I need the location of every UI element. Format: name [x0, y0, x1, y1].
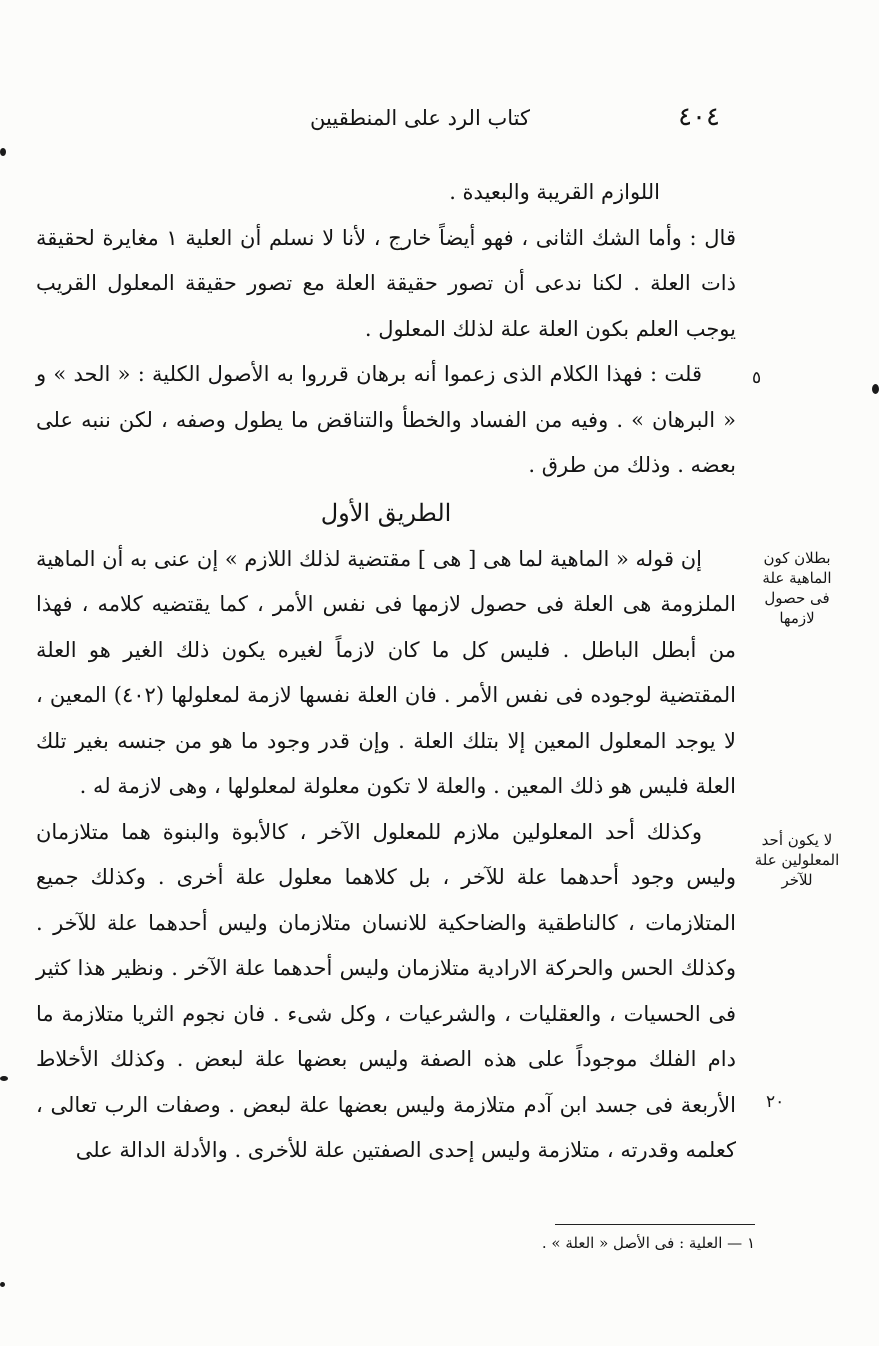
paragraph-2: قال : وأما الشك الثانى ، فهو أيضاً خارج ، لأنا لا نسلم أن العلية ١ مغايرة لحقيقة ذات العلة . لكنا ندعى أن تصور حقيقة العلة مع تصور حقيقة المعلول القريب يوجب العلم بكون العلة علة لذلك المعلول .	[36, 225, 736, 341]
section-heading: الطريق الأول	[320, 498, 452, 527]
margin-note-1: بطلان كون الماهية علة فى حصول لازمها	[762, 549, 832, 627]
running-title: كتاب الرد على المنطقيين	[310, 106, 530, 130]
scan-mark	[0, 1076, 8, 1081]
main-text	[36, 170, 736, 1174]
footnote: ١ — العلية : فى الأصل « العلة » .	[541, 1234, 755, 1252]
scan-mark	[0, 148, 6, 156]
paragraph-5: وكذلك أحد المعلولين ملازم للمعلول الآخر ، كالأبوة والبنوة هما متلازمان وليس وجود أحدهما علة للآخر ، بل كلاهما معلول علة أخرى . وكذلك جميع المتلازمات ، كالناطقية والضاحكية للانسان متلازمان وليس أحدهما علة للآخر . وكذلك الحس والحركة الارادية متلازمان وليس أحدهما علة الآخر . ونظير هذا كثير فى الحسيات ، والعقليات ، والشرعيات ، وكل شىء . فان نجوم الثريا متلازمة ما دام الفلك موجوداً على هذه الصفة وليس بعضها علة لبعض . وكذلك الأخلاط الأربعة فى جسد ابن آدم متلازمة وليس بعضها علة لبعض . وصفات الرب تعالى ، كعلمه وقدرته ، متلازمة وليس إحدى الصفتين علة للأخرى . والأدلة الدالة على	[36, 819, 736, 1162]
footnote-rule	[555, 1224, 755, 1225]
page-number: ٤٠٤	[678, 102, 720, 132]
scan-mark	[0, 1282, 5, 1287]
line-number-20: ٢٠	[766, 1092, 785, 1112]
paragraph-3: قلت : فهذا الكلام الذى زعموا أنه برهان قرروا به الأصول الكلية : « الحد » و « البرهان » . وفيه من الفساد والخطأ والتناقض ما يطول وصفه ، لكن ننبه على بعضه . وذلك من طرق .	[36, 362, 736, 477]
margin-note-2: لا يكون أحد المعلولين علة للآخر	[754, 831, 840, 889]
page-header	[40, 102, 760, 142]
paragraph-1: اللوازم القريبة والبعيدة .	[449, 180, 660, 204]
line-number-5: ٥	[752, 368, 762, 388]
scan-mark	[872, 384, 879, 394]
paragraph-4: إن قوله « الماهية لما هى [ هى ] مقتضية لذلك اللازم » إن عنى به أن الماهية الملزومة هى العلة فى حصول لازمها فى نفس الأمر ، كما يقتضيه كلامه ، فهذا من أبطل الباطل . فليس كل ما كان لازماً لغيره يكون ذلك الغير هو العلة المقتضية لوجوده فى نفس الأمر . فان العلة نفسها لازمة لمعلولها (٤٠٢) المعين ، لا يوجد المعلول المعين إلا بتلك العلة . وإن قدر وجود ما هو من جنسه بغير تلك العلة فليس هو ذلك المعين . والعلة لا تكون معلولة لمعلولها ، وهى لازمة له .	[36, 546, 736, 798]
